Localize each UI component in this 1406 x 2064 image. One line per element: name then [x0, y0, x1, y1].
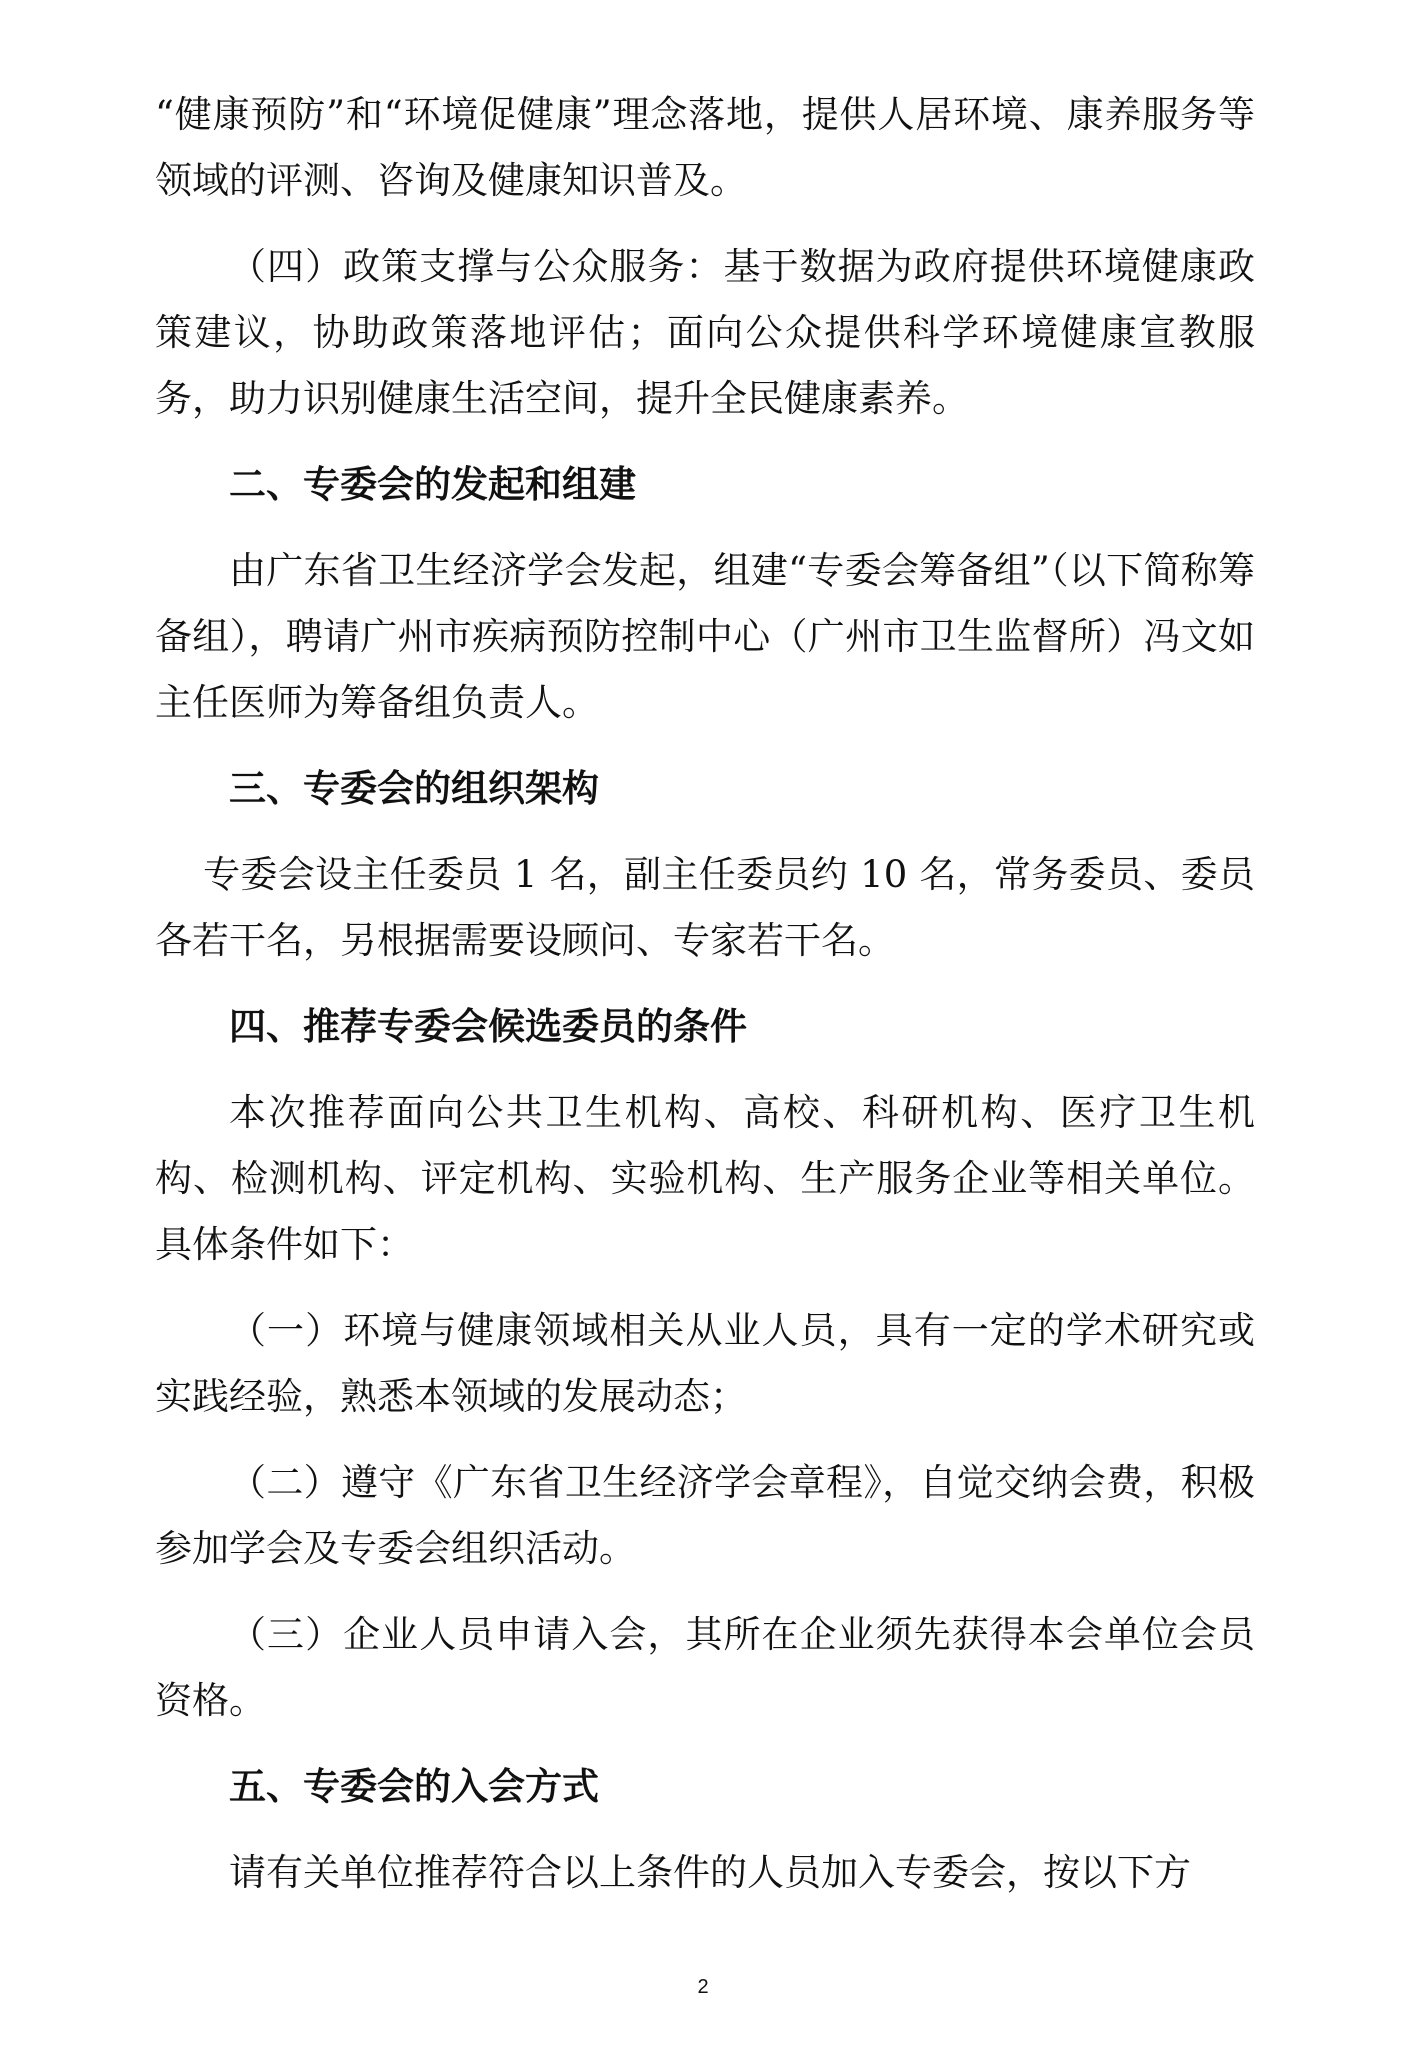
section-5-body: 请有关单位推荐符合以上条件的人员加入专委会，按以下方 — [229, 1851, 1191, 1894]
page-number: 2 — [697, 1976, 709, 1998]
intro-continuation-paragraph: “健康预防”和“环境促健康”理念落地，提供人居环境、康养服务等领域的评测、咨询及健康知识普及。 — [155, 93, 1255, 202]
section-2-heading: 二、专委会的发起和组建 — [229, 463, 636, 506]
section-3-body: 专委会设主任委员 1 名，副主任委员约 10 名，常务委员、委员各若干名，另根据需要设顾问、专家若干名。 — [155, 853, 1255, 962]
section-4-heading: 四、推荐专委会候选委员的条件 — [229, 1005, 747, 1048]
section-5-heading: 五、专委会的入会方式 — [229, 1765, 599, 1808]
section-2-body: 由广东省卫生经济学会发起，组建“专委会筹备组”（以下简称筹备组），聘请广州市疾病预防控制中心（广州市卫生监督所）冯文如主任医师为筹备组负责人。 — [155, 549, 1255, 724]
section-4-body: 本次推荐面向公共卫生机构、高校、科研机构、医疗卫生机构、检测机构、评定机构、实验机构、生产服务企业等相关单位。具体条件如下： — [155, 1091, 1255, 1266]
section-3-heading: 三、专委会的组织架构 — [229, 767, 599, 810]
condition-2-paragraph: （二）遵守《广东省卫生经济学会章程》，自觉交纳会费，积极参加学会及专委会组织活动。 — [155, 1461, 1255, 1570]
condition-1-paragraph: （一）环境与健康领域相关从业人员，具有一定的学术研究或实践经验，熟悉本领域的发展动态； — [155, 1309, 1255, 1418]
condition-3-paragraph: （三）企业人员申请入会，其所在企业须先获得本会单位会员资格。 — [155, 1613, 1255, 1722]
document-page — [155, 82, 1255, 1906]
policy-support-paragraph: （四）政策支撑与公众服务：基于数据为政府提供环境健康政策建议，协助政策落地评估；面向公众提供科学环境健康宣教服务，助力识别健康生活空间，提升全民健康素养。 — [155, 245, 1255, 420]
